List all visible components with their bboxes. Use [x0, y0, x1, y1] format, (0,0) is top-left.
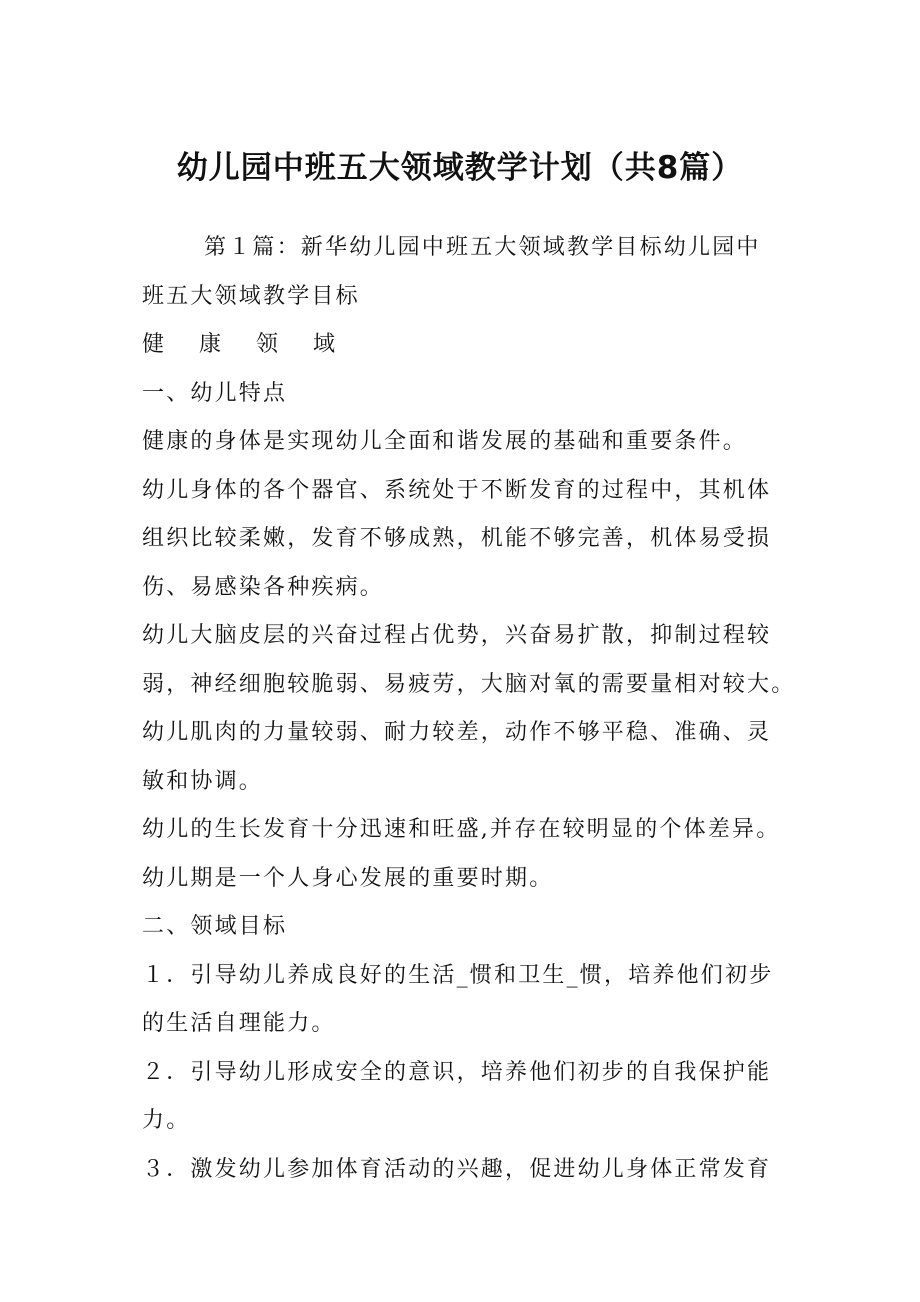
document-title: 幼儿园中班五大领域教学计划（共8篇）	[176, 150, 744, 186]
subheading: 二、领域目标	[142, 914, 288, 939]
subheading: 一、幼儿特点	[142, 380, 288, 406]
list-item: ２．引导幼儿形成安全的意识，培养他们初步的自我保护能	[142, 1059, 772, 1085]
text-line: 幼儿肌肉的力量较弱、耐力较差，动作不够平稳、准确、灵	[142, 720, 772, 745]
list-item: １．引导幼儿养成良好的生活_惯和卫生_惯，培养他们初步	[142, 962, 774, 988]
document-body	[142, 224, 796, 1194]
section-heading: 健 康 领 域	[142, 332, 349, 357]
text-line: 伤、易感染各种疾病。	[142, 574, 385, 600]
text-line: 第１篇：新华幼儿园中班五大领域教学目标幼儿园中	[204, 235, 761, 260]
text-line: 班五大领域教学目标	[142, 283, 360, 309]
text-line: 敏和协调。	[142, 768, 264, 794]
text-line: 的生活自理能力。	[142, 1011, 336, 1036]
text-line: 健康的身体是实现幼儿全面和谐发展的基础和重要条件。	[142, 429, 748, 454]
text-line: 组织比较柔嫩，发育不够成熟，机能不够完善，机体易受损	[142, 526, 772, 551]
list-item: ３．激发幼儿参加体育活动的兴趣，促进幼儿身体正常发育	[142, 1156, 772, 1182]
text-line: 力。	[142, 1108, 191, 1133]
text-line: 弱，神经细胞较脆弱、易疲劳，大脑对氧的需要量相对较大。	[142, 671, 796, 697]
text-line: 幼儿的生长发育十分迅速和旺盛,并存在较明显的个体差异。	[142, 817, 781, 842]
text-line: 幼儿大脑皮层的兴奋过程占优势，兴奋易扩散，抑制过程较	[142, 623, 772, 648]
text-line: 幼儿期是一个人身心发展的重要时期。	[142, 865, 554, 891]
text-line: 幼儿身体的各个器官、系统处于不断发育的过程中，其机体	[142, 477, 772, 503]
